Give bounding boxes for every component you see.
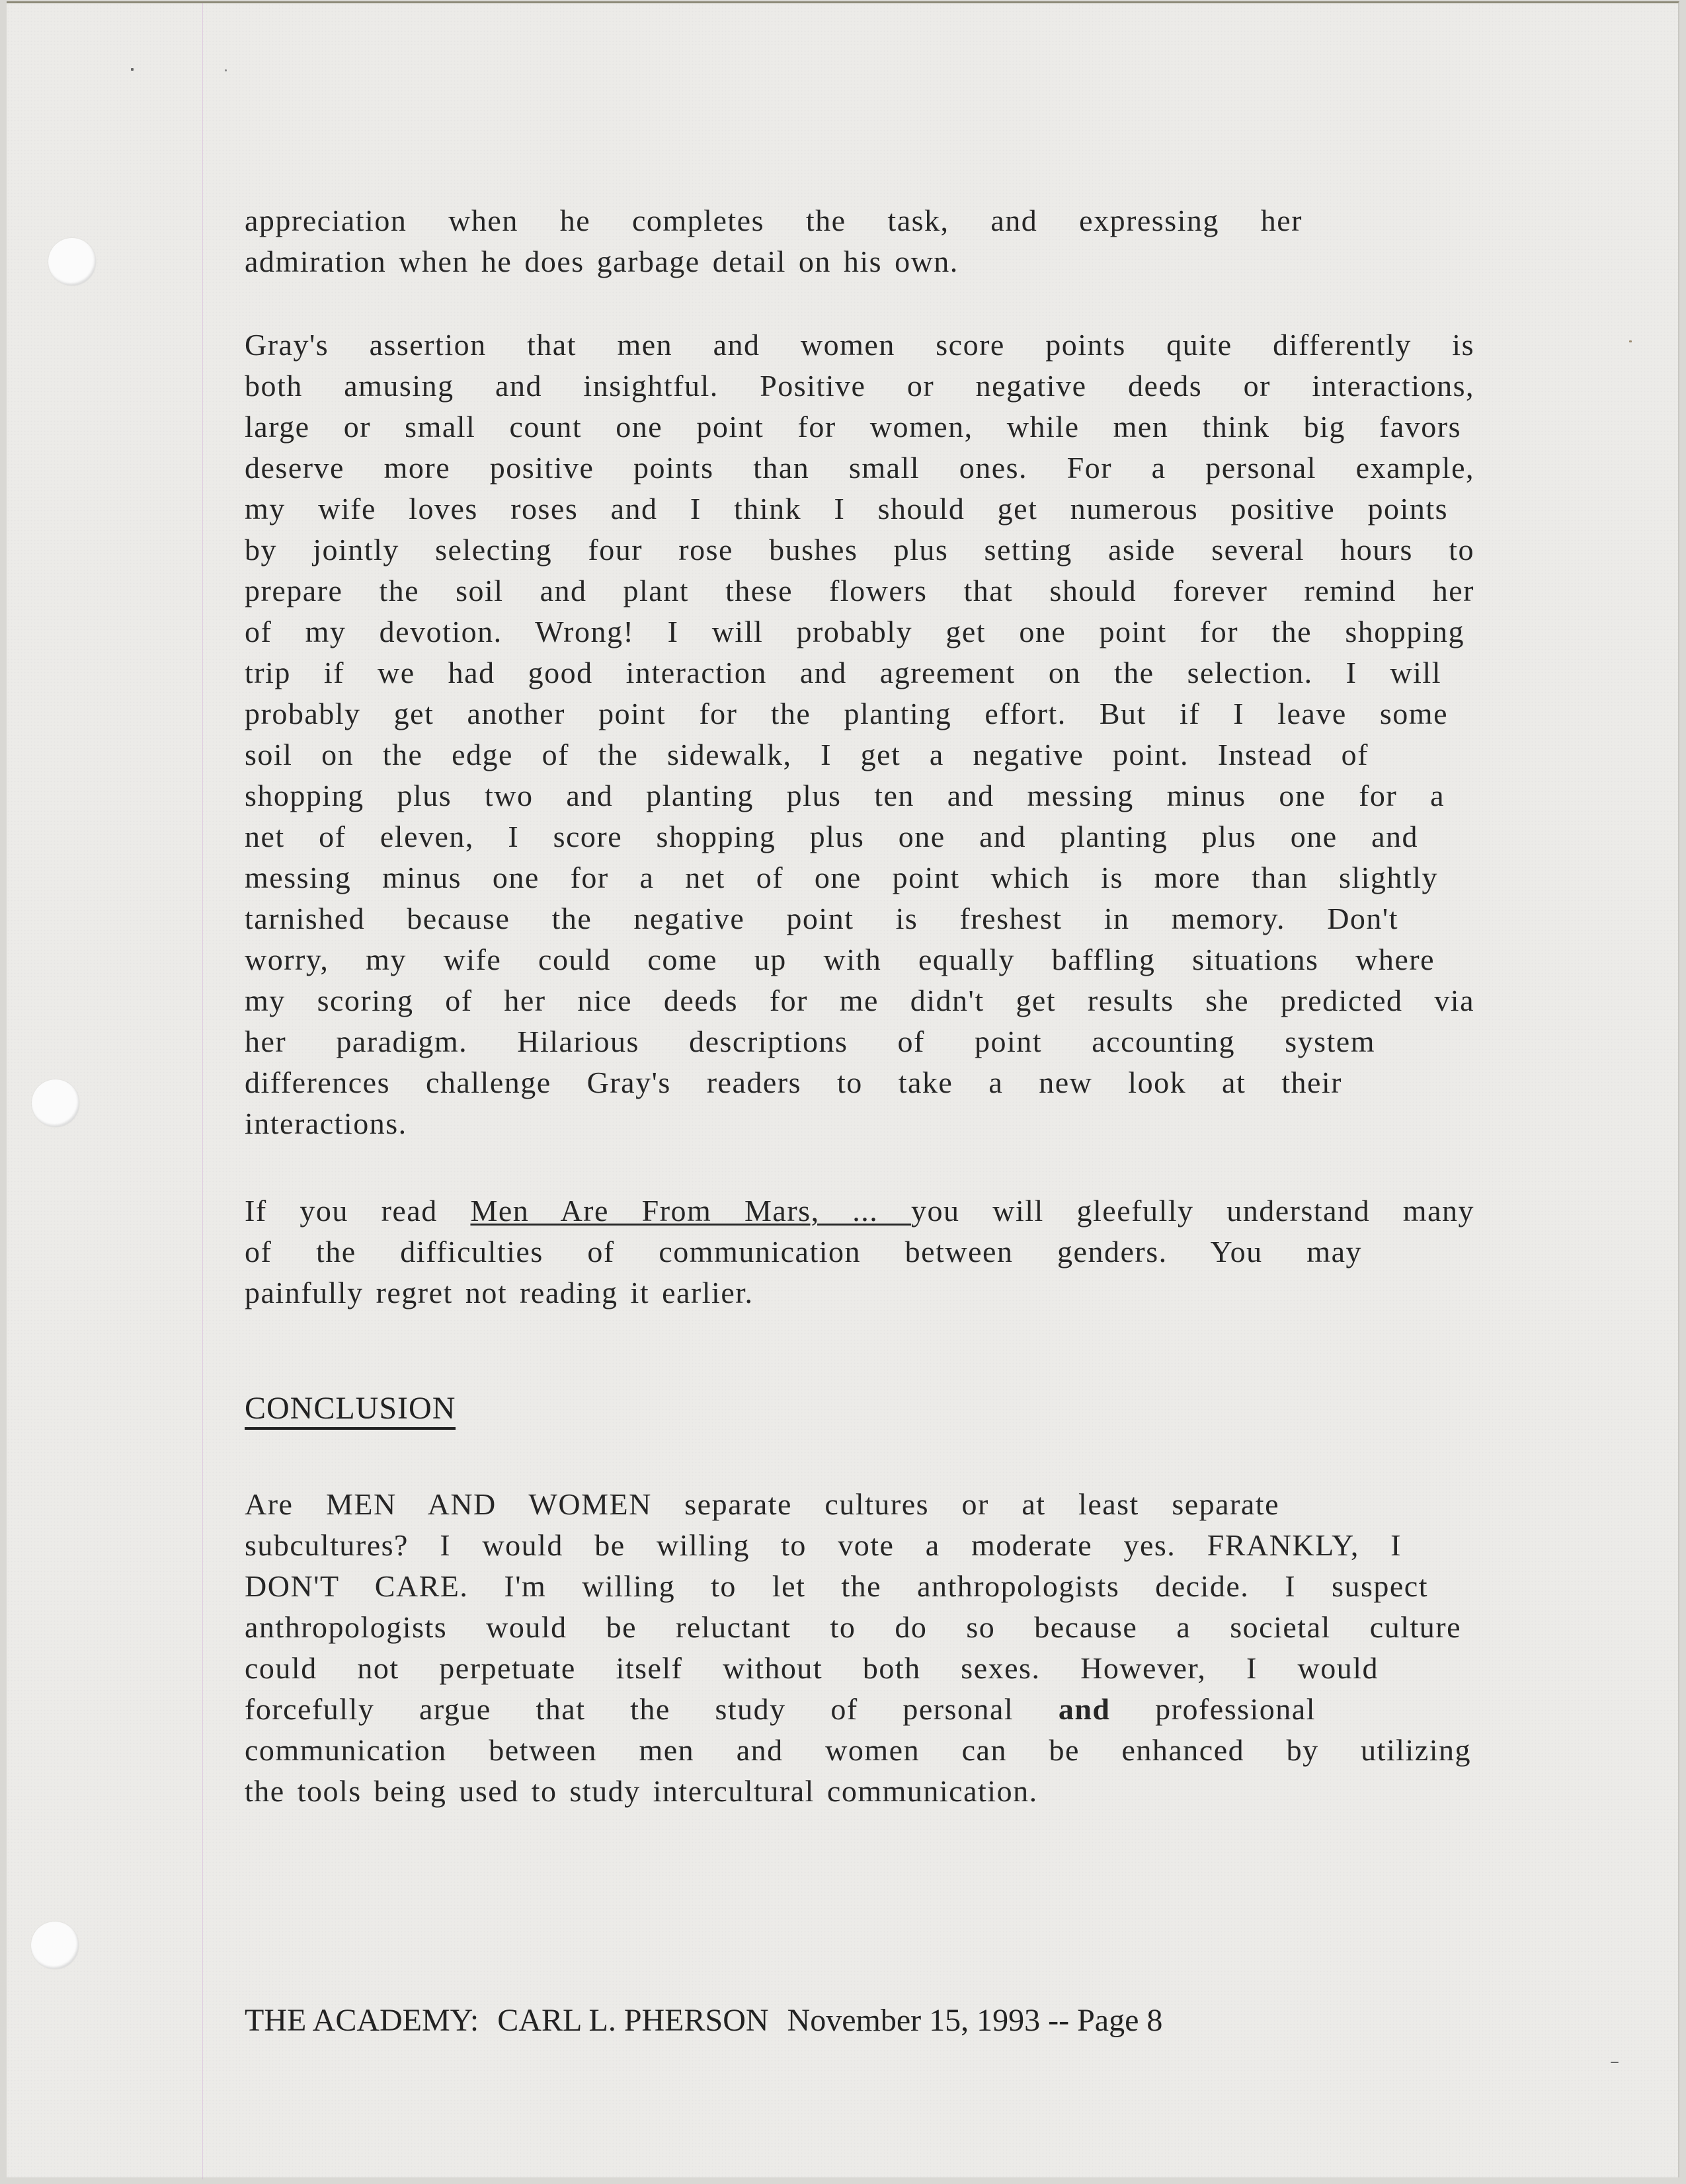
footer-date-page: November 15, 1993 -- Page 8	[787, 2003, 1163, 2038]
text-line: both amusing and insightful. Positive or negative deeds or interactions,	[245, 369, 1474, 403]
text-line: messing minus one for a net of one point which is more than slightly	[245, 861, 1438, 894]
scan-speck	[225, 69, 227, 71]
text-line: her paradigm. Hilarious descriptions of point accounting system	[245, 1025, 1375, 1058]
text-line: appreciation when he completes the task, and expressing her	[245, 204, 1303, 237]
emphasis-and: and	[1058, 1692, 1111, 1726]
binder-hole-middle	[32, 1079, 79, 1127]
text-line: anthropologists would be reluctant to do so because a societal culture	[245, 1610, 1461, 1644]
text-line: soil on the edge of the sidewalk, I get a negative point. Instead of	[245, 738, 1369, 771]
section-heading-conclusion: CONCLUSION	[245, 1390, 456, 1430]
page-footer	[245, 2001, 1173, 2041]
text-line: Are MEN AND WOMEN separate cultures or at least separate	[245, 1487, 1279, 1521]
text-line: my wife loves roses and I think I should get numerous positive points	[245, 492, 1448, 526]
text-line: deserve more positive points than small ones. For a personal example,	[245, 451, 1474, 485]
text-line: by jointly selecting four rose bushes plus setting aside several hours to	[245, 533, 1474, 566]
text-fragment: you will gleefully understand many	[911, 1194, 1474, 1228]
footer-author: CARL L. PHERSON	[497, 2003, 769, 2038]
paragraph-point-scoring	[245, 325, 1474, 1144]
text-line: DON'T CARE. I'm willing to let the anthropologists decide. I suspect	[245, 1569, 1428, 1603]
text-line: my scoring of her nice deeds for me didn't get results she predicted via	[245, 984, 1474, 1017]
paragraph-conclusion	[245, 1484, 1474, 1812]
text-line: large or small count one point for women, while men think big favors	[245, 410, 1461, 444]
margin-line	[202, 3, 203, 2179]
footer-publication: THE ACADEMY:	[245, 2003, 479, 2038]
binder-hole-bottom	[31, 1922, 79, 1969]
scan-speck	[1611, 2062, 1619, 2063]
paragraph-continuation	[245, 200, 1303, 282]
text-line: trip if we had good interaction and agreement on the selection. I will	[245, 656, 1441, 689]
text-line: of the difficulties of communication between genders. You may	[245, 1235, 1362, 1268]
text-fragment: If you read	[245, 1194, 471, 1228]
text-line: prepare the soil and plant these flowers that should forever remind her	[245, 574, 1474, 607]
text-line: communication between men and women can be enhanced by utilizing	[245, 1733, 1471, 1767]
text-fragment: forcefully argue that the study of personal	[245, 1692, 1059, 1726]
text-line: could not perpetuate itself without both sexes. However, I would	[245, 1651, 1379, 1685]
text-line: net of eleven, I score shopping plus one and planting plus one and	[245, 820, 1418, 853]
text-line: tarnished because the negative point is freshest in memory. Don't	[245, 902, 1398, 935]
text-line: subcultures? I would be willing to vote a moderate yes. FRANKLY, I	[245, 1528, 1402, 1562]
text-fragment: professional	[1110, 1692, 1316, 1726]
text-line: Gray's assertion that men and women score points quite differently is	[245, 328, 1474, 362]
scan-speck	[1629, 340, 1632, 342]
text-line: probably get another point for the planting effort. But if I leave some	[245, 697, 1448, 730]
document-page	[7, 1, 1679, 2177]
binder-hole-top	[48, 238, 96, 286]
text-line: differences challenge Gray's readers to take a new look at their	[245, 1066, 1342, 1099]
book-title: Men Are From Mars, ...	[470, 1194, 912, 1228]
text-line: admiration when he does garbage detail on his own.	[245, 245, 959, 278]
text-line: interactions.	[245, 1107, 407, 1140]
text-line: the tools being used to study intercultural communication.	[245, 1774, 1038, 1808]
text-line	[245, 1190, 1474, 1231]
scan-speck	[131, 68, 134, 71]
text-line	[245, 1689, 1316, 1730]
text-line: of my devotion. Wrong! I will probably get one point for the shopping	[245, 615, 1465, 648]
text-line: worry, my wife could come up with equally baffling situations where	[245, 943, 1435, 976]
paragraph-book-recommendation	[245, 1190, 1474, 1313]
text-line: shopping plus two and planting plus ten and messing minus one for a	[245, 779, 1445, 812]
text-line: painfully regret not reading it earlier.	[245, 1276, 754, 1309]
